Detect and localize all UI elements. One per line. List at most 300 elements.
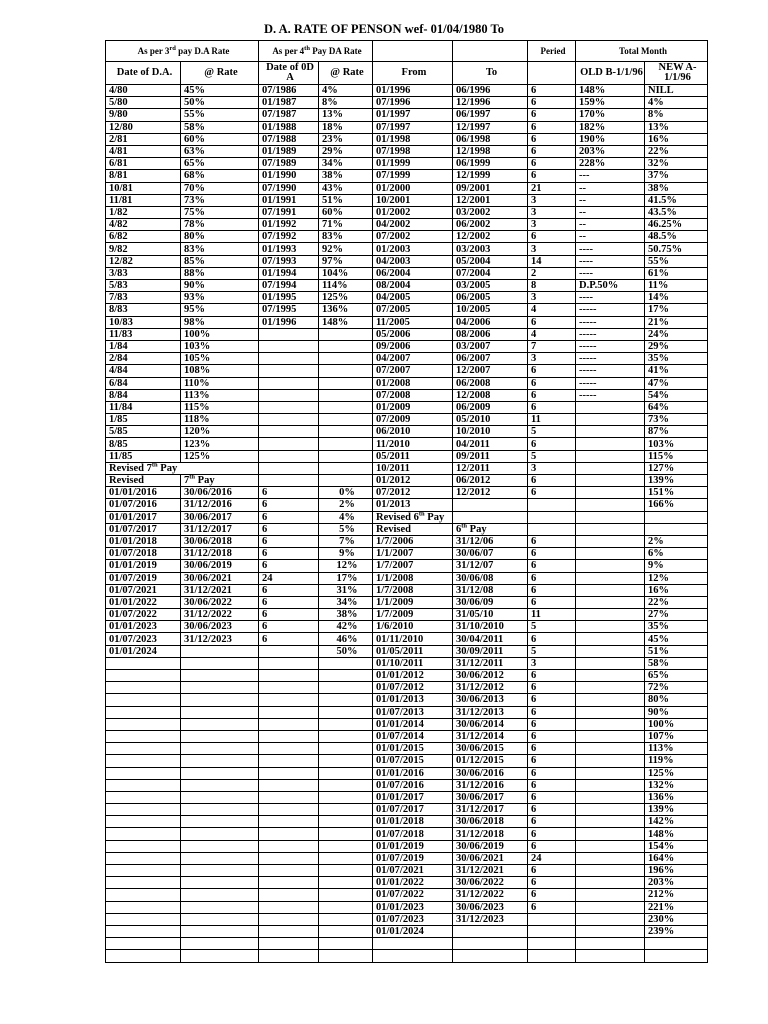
- table-row: [106, 121, 708, 133]
- table-cell: 4%: [319, 85, 373, 97]
- table-cell: 8%: [645, 109, 708, 121]
- table-cell: 12/2008: [453, 389, 528, 401]
- table-cell: 10/2011: [373, 462, 453, 474]
- table-cell: [319, 865, 373, 877]
- table-cell: 01/01/2019: [106, 560, 181, 572]
- table-cell: [106, 682, 181, 694]
- table-cell: 51%: [645, 645, 708, 657]
- table-row: [106, 316, 708, 328]
- table-cell: 31%: [319, 584, 373, 596]
- table-cell: 5/85: [106, 426, 181, 438]
- table-row: [106, 694, 708, 706]
- table-cell: [319, 804, 373, 816]
- table-row: [106, 535, 708, 547]
- table-cell: [259, 694, 319, 706]
- table-cell: [319, 401, 373, 413]
- table-cell: 3: [528, 219, 576, 231]
- table-cell: [576, 438, 645, 450]
- table-row: [106, 889, 708, 901]
- table-cell: 97%: [319, 255, 373, 267]
- table-cell: 3: [528, 194, 576, 206]
- table-cell: [106, 877, 181, 889]
- table-cell: 01/07/2021: [106, 584, 181, 596]
- table-cell: 01/01/2017: [106, 511, 181, 523]
- table-row: [106, 755, 708, 767]
- from-header: From: [373, 62, 453, 85]
- table-row: [106, 462, 708, 474]
- table-cell: [576, 877, 645, 889]
- table-cell: [319, 791, 373, 803]
- table-cell: 01/01/2013: [373, 694, 453, 706]
- table-cell: [319, 377, 373, 389]
- table-cell: 6: [528, 145, 576, 157]
- table-cell: 4: [528, 328, 576, 340]
- table-cell: 07/2002: [373, 231, 453, 243]
- table-cell: 55%: [181, 109, 259, 121]
- table-cell: [576, 865, 645, 877]
- table-cell: 31/12/2022: [453, 889, 528, 901]
- table-cell: 31/12/2021: [453, 865, 528, 877]
- table-cell: 100%: [181, 328, 259, 340]
- table-cell: [319, 353, 373, 365]
- table-cell: [319, 682, 373, 694]
- table-cell: 8/85: [106, 438, 181, 450]
- table-cell: 07/1997: [373, 121, 453, 133]
- table-cell: [645, 938, 708, 950]
- table-cell: 68%: [181, 170, 259, 182]
- table-cell: 11: [528, 609, 576, 621]
- table-row: [106, 840, 708, 852]
- table-cell: -----: [576, 316, 645, 328]
- table-cell: [181, 730, 259, 742]
- table-cell: [319, 743, 373, 755]
- table-cell: 06/2009: [453, 401, 528, 413]
- revised-label: Revised: [106, 475, 181, 487]
- table-cell: 21: [528, 182, 576, 194]
- table-row: [106, 280, 708, 292]
- sixth-pay-label: 6th Pay: [453, 523, 528, 535]
- table-cell: 203%: [576, 145, 645, 157]
- table-cell: 03/2007: [453, 340, 528, 352]
- table-row: [106, 377, 708, 389]
- table-cell: [319, 462, 373, 474]
- table-cell: [453, 925, 528, 937]
- table-cell: 3: [528, 657, 576, 669]
- table-cell: 10/81: [106, 182, 181, 194]
- table-cell: 6: [528, 548, 576, 560]
- table-cell: 12/2001: [453, 194, 528, 206]
- table-cell: 12%: [645, 572, 708, 584]
- table-cell: 30/06/09: [453, 596, 528, 608]
- table-row: [106, 511, 708, 523]
- table-cell: 31/12/2023: [453, 913, 528, 925]
- table-cell: 31/12/2011: [453, 657, 528, 669]
- table-cell: [576, 535, 645, 547]
- table-cell: 71%: [319, 219, 373, 231]
- table-cell: 125%: [645, 767, 708, 779]
- table-cell: 159%: [576, 97, 645, 109]
- table-cell: [106, 865, 181, 877]
- table-cell: 45%: [181, 85, 259, 97]
- table-cell: [576, 816, 645, 828]
- table-cell: NILL: [645, 85, 708, 97]
- table-cell: 01/07/2016: [373, 779, 453, 791]
- table-cell: 30/06/2012: [453, 670, 528, 682]
- table-cell: 07/2007: [373, 365, 453, 377]
- table-cell: 30/06/2016: [453, 767, 528, 779]
- table-cell: 4/81: [106, 145, 181, 157]
- table-cell: [319, 706, 373, 718]
- page-title: D. A. RATE OF PENSON wef- 01/04/1980 To: [264, 22, 504, 36]
- table-cell: [319, 828, 373, 840]
- table-cell: 07/1998: [373, 145, 453, 157]
- table-cell: [576, 487, 645, 499]
- table-row: [106, 743, 708, 755]
- table-cell: 09/2006: [373, 340, 453, 352]
- table-row: [106, 828, 708, 840]
- table-cell: 125%: [181, 450, 259, 462]
- table-row: [106, 340, 708, 352]
- table-cell: 04/2011: [453, 438, 528, 450]
- table-cell: 6: [528, 804, 576, 816]
- table-cell: 3/83: [106, 267, 181, 279]
- table-cell: 18%: [319, 121, 373, 133]
- table-cell: 07/1992: [259, 231, 319, 243]
- table-cell: 6: [259, 621, 319, 633]
- table-cell: [576, 548, 645, 560]
- table-cell: 6: [528, 670, 576, 682]
- table-cell: 05/2010: [453, 414, 528, 426]
- table-cell: 90%: [645, 706, 708, 718]
- table-cell: [319, 328, 373, 340]
- table-cell: [576, 779, 645, 791]
- table-row: [106, 548, 708, 560]
- table-cell: [576, 828, 645, 840]
- table-row: [106, 243, 708, 255]
- peried-header: Peried: [528, 41, 576, 62]
- table-cell: 61%: [645, 267, 708, 279]
- table-cell: 06/1996: [453, 85, 528, 97]
- table-cell: 01/1994: [259, 267, 319, 279]
- table-cell: 05/2011: [373, 450, 453, 462]
- table-cell: 12/1997: [453, 121, 528, 133]
- table-cell: 16%: [645, 133, 708, 145]
- table-cell: [576, 462, 645, 474]
- table-cell: 2/81: [106, 133, 181, 145]
- table-cell: 01/11/2010: [373, 633, 453, 645]
- table-cell: 01/07/2022: [373, 889, 453, 901]
- table-cell: 35%: [645, 353, 708, 365]
- table-cell: [106, 706, 181, 718]
- table-cell: 01/07/2022: [106, 609, 181, 621]
- table-row: [106, 255, 708, 267]
- table-cell: 01/07/2019: [373, 852, 453, 864]
- table-cell: [319, 901, 373, 913]
- table-cell: [319, 670, 373, 682]
- table-cell: 221%: [645, 901, 708, 913]
- table-cell: 119%: [645, 755, 708, 767]
- table-row: [106, 219, 708, 231]
- table-cell: 2%: [645, 535, 708, 547]
- table-cell: 4/82: [106, 219, 181, 231]
- table-cell: 120%: [181, 426, 259, 438]
- table-cell: 51%: [319, 194, 373, 206]
- table-cell: [106, 694, 181, 706]
- table-cell: 6: [528, 560, 576, 572]
- table-cell: 11/2005: [373, 316, 453, 328]
- da-rate-table: [105, 40, 708, 963]
- table-cell: [259, 938, 319, 950]
- table-cell: [528, 913, 576, 925]
- table-cell: 60%: [181, 133, 259, 145]
- table-cell: [106, 925, 181, 937]
- table-cell: [181, 901, 259, 913]
- table-cell: [259, 804, 319, 816]
- table-cell: [319, 877, 373, 889]
- table-cell: 24: [259, 572, 319, 584]
- table-cell: 30/06/2017: [181, 511, 259, 523]
- table-cell: 04/2006: [453, 316, 528, 328]
- table-cell: 30/06/2021: [453, 852, 528, 864]
- table-cell: 2%: [319, 499, 373, 511]
- table-cell: 01/05/2011: [373, 645, 453, 657]
- table-cell: 6: [528, 121, 576, 133]
- table-cell: 24: [528, 852, 576, 864]
- table-cell: 1/1/2007: [373, 548, 453, 560]
- table-cell: 01/07/2013: [373, 706, 453, 718]
- table-cell: [319, 426, 373, 438]
- table-cell: 6: [528, 743, 576, 755]
- table-cell: 115%: [645, 450, 708, 462]
- table-cell: 30/06/2018: [181, 535, 259, 547]
- table-cell: ---: [576, 170, 645, 182]
- table-cell: 6: [528, 633, 576, 645]
- table-row: [106, 804, 708, 816]
- table-cell: [576, 609, 645, 621]
- table-row: [106, 596, 708, 608]
- table-cell: 07/1987: [259, 109, 319, 121]
- table-cell: 6: [528, 535, 576, 547]
- table-row: [106, 621, 708, 633]
- table-cell: 17%: [319, 572, 373, 584]
- table-cell: 50%: [319, 645, 373, 657]
- table-cell: 8/84: [106, 389, 181, 401]
- table-cell: 75%: [181, 206, 259, 218]
- table-cell: 31/12/2013: [453, 706, 528, 718]
- table-row: [106, 304, 708, 316]
- table-cell: [319, 852, 373, 864]
- table-cell: 92%: [319, 243, 373, 255]
- table-cell: [576, 730, 645, 742]
- table-cell: [259, 706, 319, 718]
- table-cell: 65%: [181, 158, 259, 170]
- table-cell: 43%: [319, 182, 373, 194]
- table-cell: 03/2002: [453, 206, 528, 218]
- table-cell: [576, 852, 645, 864]
- table-cell: 31/10/2010: [453, 621, 528, 633]
- table-cell: 01/07/2023: [373, 913, 453, 925]
- table-cell: 6: [528, 231, 576, 243]
- table-cell: 01/2003: [373, 243, 453, 255]
- table-cell: 01/07/2014: [373, 730, 453, 742]
- table-cell: [259, 328, 319, 340]
- table-cell: [259, 743, 319, 755]
- table-cell: 6: [259, 487, 319, 499]
- table-cell: 107%: [645, 730, 708, 742]
- table-cell: 07/2008: [373, 389, 453, 401]
- table-cell: 30/06/2017: [453, 791, 528, 803]
- table-row: [106, 901, 708, 913]
- table-cell: 07/1993: [259, 255, 319, 267]
- table-cell: [259, 475, 319, 487]
- table-cell: ----: [576, 292, 645, 304]
- table-cell: [259, 901, 319, 913]
- table-cell: 103%: [181, 340, 259, 352]
- table-cell: 07/1999: [373, 170, 453, 182]
- table-cell: 30/06/2019: [181, 560, 259, 572]
- table-cell: [528, 925, 576, 937]
- table-cell: [106, 743, 181, 755]
- table-cell: 1/85: [106, 414, 181, 426]
- table-cell: [259, 401, 319, 413]
- table-cell: 5: [528, 426, 576, 438]
- table-cell: 8/81: [106, 170, 181, 182]
- table-cell: 83%: [319, 231, 373, 243]
- to-header: To: [453, 62, 528, 85]
- table-cell: [181, 767, 259, 779]
- table-row: [106, 877, 708, 889]
- table-row: [106, 950, 708, 962]
- table-cell: 30/06/2019: [453, 840, 528, 852]
- table-cell: 31/12/2022: [181, 609, 259, 621]
- table-cell: 01/07/2019: [106, 572, 181, 584]
- table-cell: [319, 889, 373, 901]
- table-cell: [181, 804, 259, 816]
- table-cell: [453, 511, 528, 523]
- table-cell: 148%: [576, 85, 645, 97]
- table-cell: 6: [528, 596, 576, 608]
- table-cell: 60%: [319, 206, 373, 218]
- table-cell: 70%: [181, 182, 259, 194]
- table-cell: 10/2005: [453, 304, 528, 316]
- table-row: [106, 584, 708, 596]
- table-cell: 01/1995: [259, 292, 319, 304]
- table-cell: 31/12/2021: [181, 584, 259, 596]
- rate-header: @ Rate: [181, 62, 259, 85]
- table-cell: [259, 767, 319, 779]
- table-cell: 80%: [645, 694, 708, 706]
- table-cell: [106, 840, 181, 852]
- table-cell: 31/12/2016: [453, 779, 528, 791]
- table-cell: 01/1991: [259, 194, 319, 206]
- table-cell: [576, 426, 645, 438]
- table-cell: 43.5%: [645, 206, 708, 218]
- table-cell: 132%: [645, 779, 708, 791]
- table-cell: [576, 523, 645, 535]
- table-cell: 07/1989: [259, 158, 319, 170]
- table-cell: 98%: [181, 316, 259, 328]
- table-cell: [181, 840, 259, 852]
- table-cell: 151%: [645, 487, 708, 499]
- table-cell: 34%: [319, 158, 373, 170]
- table-cell: [576, 889, 645, 901]
- table-cell: 04/2002: [373, 219, 453, 231]
- table-cell: [576, 475, 645, 487]
- table-cell: [319, 438, 373, 450]
- table-cell: 127%: [645, 462, 708, 474]
- table-cell: 05/2004: [453, 255, 528, 267]
- table-row: [106, 231, 708, 243]
- table-cell: 06/2004: [373, 267, 453, 279]
- table-cell: 17%: [645, 304, 708, 316]
- table-cell: 13%: [645, 121, 708, 133]
- table-cell: [106, 889, 181, 901]
- table-cell: 12/1996: [453, 97, 528, 109]
- table-cell: 12/82: [106, 255, 181, 267]
- table-cell: 11/81: [106, 194, 181, 206]
- table-cell: 118%: [181, 414, 259, 426]
- table-cell: [181, 828, 259, 840]
- table-cell: [259, 913, 319, 925]
- table-cell: 29%: [319, 145, 373, 157]
- table-cell: 01/07/2018: [373, 828, 453, 840]
- table-cell: 01/01/2023: [106, 621, 181, 633]
- table-cell: 6: [528, 109, 576, 121]
- table-cell: 6: [528, 438, 576, 450]
- table-cell: 31/12/2018: [181, 548, 259, 560]
- table-row: [106, 145, 708, 157]
- table-cell: 4%: [319, 511, 373, 523]
- table-cell: 12/1999: [453, 170, 528, 182]
- table-cell: 5/83: [106, 280, 181, 292]
- table-cell: 6: [528, 97, 576, 109]
- table-cell: 01/07/2021: [373, 865, 453, 877]
- table-cell: 110%: [181, 377, 259, 389]
- table-row: [106, 109, 708, 121]
- table-cell: 113%: [181, 389, 259, 401]
- table-cell: 31/12/2012: [453, 682, 528, 694]
- table-cell: 06/1999: [453, 158, 528, 170]
- table-cell: 182%: [576, 121, 645, 133]
- table-cell: [576, 572, 645, 584]
- table-cell: 115%: [181, 401, 259, 413]
- table-row: [106, 487, 708, 499]
- table-cell: [181, 913, 259, 925]
- table-cell: 83%: [181, 243, 259, 255]
- table-row: [106, 682, 708, 694]
- table-cell: 6: [259, 584, 319, 596]
- table-cell: 9/80: [106, 109, 181, 121]
- table-cell: [576, 755, 645, 767]
- table-cell: 38%: [319, 609, 373, 621]
- table-cell: 73%: [181, 194, 259, 206]
- table-cell: [181, 925, 259, 937]
- table-cell: [576, 511, 645, 523]
- table-cell: 6: [528, 816, 576, 828]
- table-cell: [106, 767, 181, 779]
- table-cell: 01/2008: [373, 377, 453, 389]
- table-cell: 01/1988: [259, 121, 319, 133]
- table-cell: [319, 755, 373, 767]
- table-cell: 14%: [645, 292, 708, 304]
- table-cell: [453, 950, 528, 962]
- table-cell: [106, 913, 181, 925]
- table-cell: ----: [576, 255, 645, 267]
- table-row: [106, 85, 708, 97]
- table-cell: 50%: [181, 97, 259, 109]
- table-cell: 30/06/07: [453, 548, 528, 560]
- table-cell: 01/07/2015: [373, 755, 453, 767]
